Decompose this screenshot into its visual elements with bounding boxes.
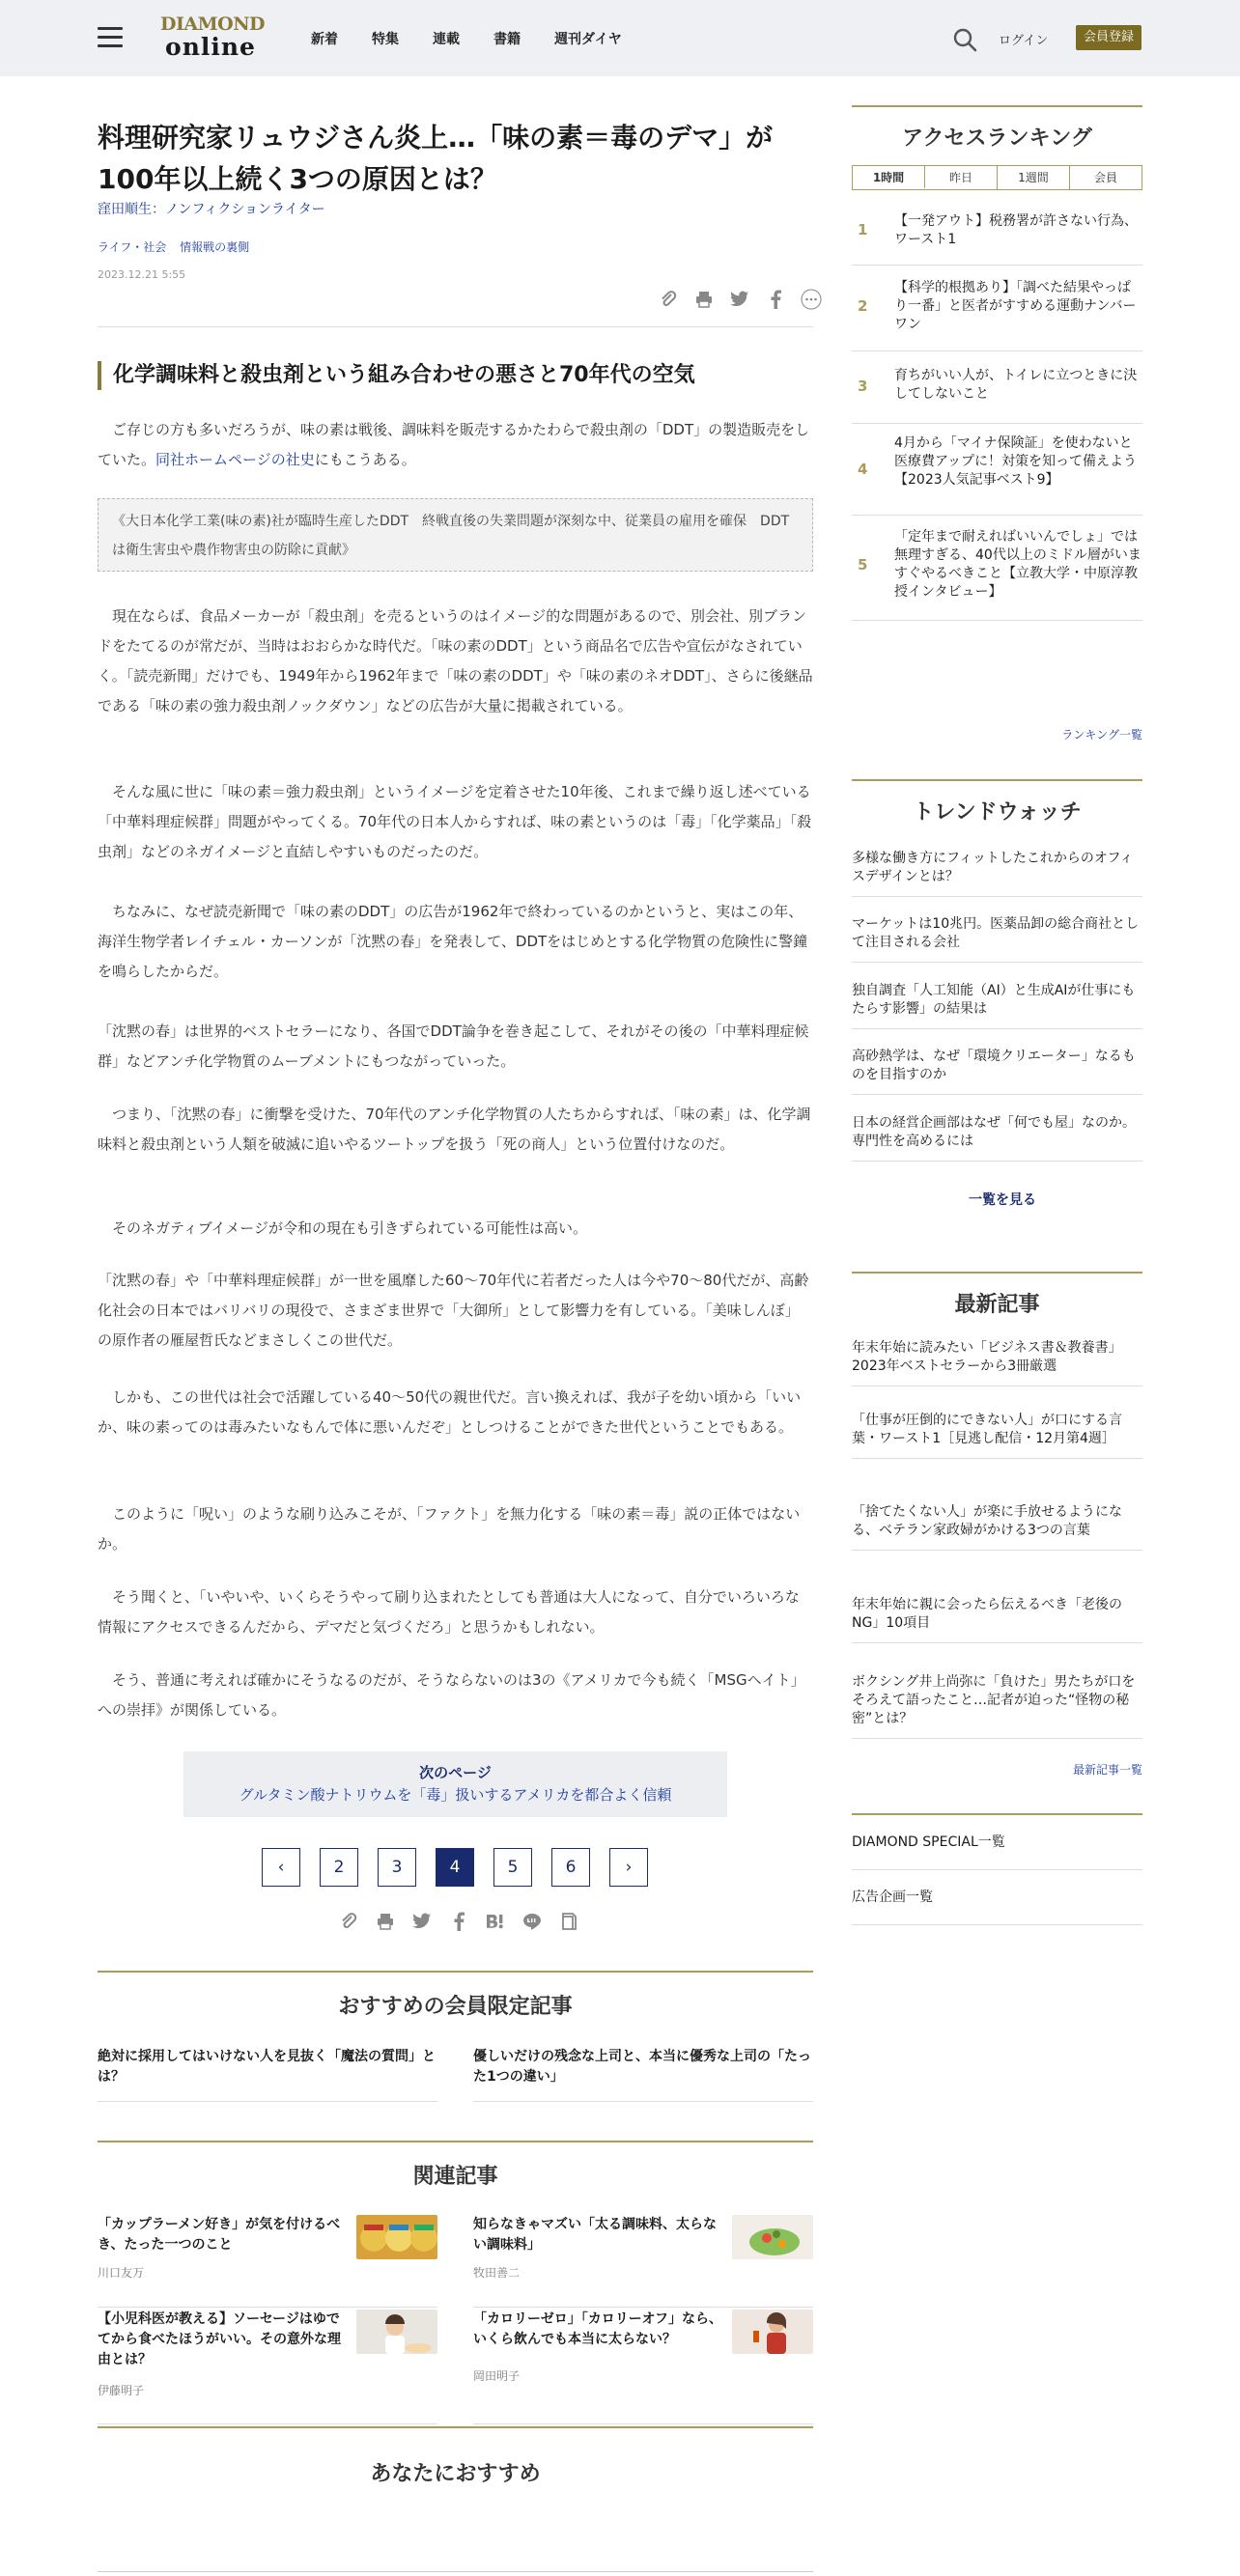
- ranking-text[interactable]: 【科学的根拠あり】「調べた結果やっぱり一番」と医者がすすめる運動ナンバーワン: [894, 280, 1137, 332]
- menu-icon[interactable]: [98, 27, 123, 48]
- tab-1week[interactable]: 1週間: [998, 166, 1070, 189]
- pocket-icon[interactable]: [558, 1911, 579, 1932]
- related-item[interactable]: [98, 2215, 437, 2308]
- article-paragraph: そのネガティブイメージが令和の現在も引きずられている可能性は高い。: [98, 1219, 588, 1237]
- login-link[interactable]: ログイン: [999, 34, 1049, 48]
- category-link[interactable]: 情報戦の裏側: [180, 240, 250, 254]
- nav-item-books[interactable]: 書籍: [493, 32, 521, 47]
- ranking-item[interactable]: [852, 266, 1142, 351]
- latest-item[interactable]: 「仕事が圧倒的にできない人」が口にする言葉・ワースト1［見逃し配信・12月第4週］: [852, 1412, 1142, 1459]
- logo-top-text: DIAMOND: [160, 14, 266, 35]
- related-title: 関連記事: [412, 2165, 498, 2189]
- member-recs-title: おすすめの会員限定記事: [338, 1995, 573, 2019]
- clip-icon[interactable]: [658, 289, 679, 310]
- ranking-number: 3: [858, 378, 868, 395]
- ranking-title: アクセスランキング: [902, 126, 1092, 151]
- divider: [98, 326, 813, 327]
- article-paragraph: 「沈黙の春」は世界的ベストセラーになり、各国でDDT論争を巻き起こして、それがその後の「中華料理症候群」などアンチ化学物質のムーブメントにもつながっていった。: [98, 1022, 809, 1070]
- ad-projects-link[interactable]: 広告企画一覧: [852, 1870, 1142, 1925]
- next-page-box[interactable]: [183, 1751, 727, 1817]
- article-categories: [98, 238, 259, 255]
- divider: [852, 105, 1142, 107]
- ramen-thumbnail[interactable]: [356, 2215, 437, 2259]
- diamond-special-link[interactable]: DIAMOND SPECIAL一覧: [852, 1815, 1142, 1870]
- page-button[interactable]: 3: [378, 1848, 416, 1887]
- divider: [852, 779, 1142, 781]
- divider: [98, 2571, 813, 2572]
- current-page-button[interactable]: 4: [436, 1848, 474, 1887]
- tab-yesterday[interactable]: 昨日: [925, 166, 998, 189]
- member-rec-item[interactable]: 絶対に採用してはいけない人を見抜く「魔法の質問」とは？: [98, 2047, 437, 2102]
- section-heading: 化学調味料と殺虫剤という組み合わせの悪さと70年代の空気: [98, 361, 813, 390]
- nav-item-features[interactable]: 特集: [372, 32, 399, 47]
- latest-item[interactable]: ボクシング井上尚弥に「負けた」男たちが口をそろえて語ったこと…記者が迫った“怪物の秘密”とは？: [852, 1673, 1142, 1739]
- article-paragraph: ちなみに、なぜ読売新聞で「味の素のDDT」の広告が1962年で終わっているのかというと、実はこの年、海洋生物学者レイチェル・カーソンが「沈黙の春」を発表して、DDTをはじめとする化学物質の危険性に警鐘を鳴らしたからだ。: [98, 903, 808, 980]
- article-paragraph: 「沈黙の春」や「中華料理症候群」が一世を風靡した60〜70年代に若者だった人は今や70〜80代だが、高齢化社会の日本ではバリバリの現役で、さまざま世界で「大御所」として影響力を有している。「美味しんぼ」の原作者の雁屋哲氏などまさしくこの世代だ。: [98, 1272, 809, 1349]
- latest-title: 最新記事: [954, 1293, 1040, 1317]
- trend-item[interactable]: 多様な働き方にフィットしたこれからのオフィスデザインとは？: [852, 850, 1142, 897]
- author-link[interactable]: 窪田順生：ノンフィクションライター: [98, 202, 325, 217]
- print-icon[interactable]: [375, 1911, 396, 1932]
- related-item[interactable]: [98, 2310, 437, 2424]
- article-paragraph: [98, 415, 813, 475]
- search-icon[interactable]: [952, 27, 977, 52]
- site-header: [0, 0, 1240, 76]
- for-you-title: あなたにおすすめ: [370, 2462, 541, 2486]
- prev-page-button[interactable]: ‹: [262, 1848, 300, 1887]
- ranking-number: 4: [858, 461, 868, 478]
- article-title: 料理研究家リュウジさん炎上…「味の素＝毒のデマ」が100年以上続く3つの原因とは？: [98, 122, 774, 195]
- main-nav: [311, 29, 656, 48]
- article-paragraph: そう聞くと、「いやいや、いくらそうやって刷り込まれたとしても普通は大人になって、自分でいろいろな情報にアクセスできるんだから、デマだと気づくだろ」と思うかもしれない。: [98, 1588, 800, 1636]
- related-item[interactable]: [473, 2215, 813, 2308]
- ranking-item[interactable]: [852, 200, 1142, 266]
- blockquote: 《大日本化学工業(味の素)社が臨時生産したDDT 終戦直後の失業問題が深刻な中、従業員の雇用を確保 DDTは衛生害虫や農作物害虫の防除に貢献》: [98, 498, 813, 572]
- divider: [852, 1272, 1142, 1274]
- latest-item[interactable]: 年末年始に読みたい「ビジネス書＆教養書」2023年ベストセラーから3冊厳選: [852, 1339, 1142, 1386]
- ranking-text[interactable]: 育ちがいい人が、トイレに立つときに決してしないこと: [894, 368, 1138, 402]
- related-item-title[interactable]: 「カップラーメン好き」が気を付けるべき、たった一つのこと: [98, 2217, 341, 2253]
- register-button[interactable]: 会員登録: [1076, 25, 1141, 50]
- divider: [98, 2426, 813, 2428]
- related-item-author: 岡田明子: [473, 2369, 521, 2383]
- paragraph-text: ご存じの方も多いだろうが、味の素は戦後、調味料を販売するかたわらで殺虫剤の「DDT」の製造販売をしていた。: [98, 421, 810, 468]
- trend-title: トレンドウォッチ: [913, 800, 1082, 825]
- twitter-icon[interactable]: [411, 1911, 433, 1932]
- trend-item[interactable]: 日本の経営企画部はなぜ「何でも屋」なのか。専門性を高めるには: [852, 1114, 1142, 1162]
- related-item-author: 伊藤明子: [98, 2384, 145, 2397]
- divider: [98, 2141, 813, 2142]
- tab-1hour[interactable]: 1時間: [853, 166, 925, 189]
- child-eating-thumbnail[interactable]: [356, 2310, 437, 2354]
- nav-item-new[interactable]: 新着: [311, 32, 338, 47]
- related-item-title[interactable]: 知らなきゃマズい「太る調味料、太らない調味料」: [473, 2217, 717, 2253]
- page-button[interactable]: 2: [320, 1848, 358, 1887]
- divider: [98, 1971, 813, 1973]
- trend-item[interactable]: 高砂熱学は、なぜ「環境クリエーター」なるものを目指すのか: [852, 1048, 1142, 1095]
- ranking-text[interactable]: 【一発アウト】税務署が許さない行為、ワースト1: [894, 213, 1138, 247]
- ranking-number: 1: [858, 221, 868, 238]
- ranking-item[interactable]: [852, 424, 1142, 516]
- article-paragraph: つまり、「沈黙の春」に衝撃を受けた、70年代のアンチ化学物質の人たちからすれば、「味の素」は、化学調味料と殺虫剤という人類を破滅に追いやるツートップを扱う「死の商人」という位置付けなのだ。: [98, 1106, 811, 1153]
- latest-item[interactable]: 「捨てたくない人」が楽に手放せるようになる、ベテラン家政婦がかける3つの言葉: [852, 1503, 1142, 1551]
- article-paragraph: しかも、この世代は社会で活躍している40〜50代の親世代だ。言い換えれば、我が子を幼い頃から「いいか、味の素ってのは毒みたいなもんで体に悪いんだぞ」としつけることができた世代ということでもある。: [98, 1388, 802, 1436]
- print-icon[interactable]: [693, 289, 715, 310]
- site-logo[interactable]: [160, 14, 266, 61]
- paragraph-text: にもこうある。: [314, 451, 416, 468]
- related-item-title[interactable]: 【小児科医が教える】ソーセージはゆでてから食べたほうがいい。その意外な理由とは？: [98, 2311, 341, 2367]
- related-item-author: 牧田善二: [473, 2266, 521, 2280]
- next-page-button[interactable]: ›: [609, 1848, 648, 1887]
- facebook-icon[interactable]: [765, 289, 786, 310]
- nav-item-weekly[interactable]: 週刊ダイヤ: [554, 32, 622, 47]
- ranking-text[interactable]: 「定年まで耐えればいいんでしょ」では無理すぎる、40代以上のミドル層がいますぐやるべきこと【立教大学・中原淳教授インタビュー】: [894, 529, 1141, 600]
- ranking-text[interactable]: 4月から「マイナ保険証」を使わないと医療費アップに！対策を知って備えよう【2023人気記事ベスト9】: [894, 435, 1138, 488]
- trend-item[interactable]: 独自調査「人工知能（AI）と生成AIが仕事にもたらす影響」の結果は: [852, 982, 1142, 1029]
- line-icon[interactable]: [521, 1911, 543, 1932]
- related-item-title[interactable]: 「カロリーゼロ」「カロリーオフ」なら、いくら飲んでも本当に太らない？: [473, 2311, 723, 2347]
- hatena-bookmark-icon[interactable]: [485, 1911, 506, 1932]
- share-buttons-top: [643, 289, 822, 310]
- company-history-link[interactable]: 同社ホームページの社史: [155, 451, 315, 468]
- latest-more-link[interactable]: 最新記事一覧: [1072, 1763, 1142, 1777]
- ranking-item[interactable]: [852, 516, 1142, 621]
- article-paragraph: そう、普通に考えれば確かにそうなるのだが、そうならないのは3の《アメリカで今も続く「MSGヘイト」への崇拝》が関係している。: [98, 1671, 805, 1719]
- ranking-tabs: [852, 165, 1142, 190]
- article-paragraph: このように「呪い」のような刷り込みこそが、「ファクト」を無力化する「味の素＝毒」説の正体ではないか。: [98, 1505, 801, 1553]
- tab-members[interactable]: 会員: [1093, 171, 1117, 184]
- ranking-number: 5: [858, 556, 868, 574]
- latest-item[interactable]: 年末年始に親に会ったら伝えるべき「老後のNG」10項目: [852, 1596, 1142, 1643]
- ranking-number: 2: [858, 297, 868, 315]
- nav-item-series[interactable]: 連載: [433, 32, 460, 47]
- ranking-item[interactable]: [852, 351, 1142, 424]
- facebook-icon[interactable]: [448, 1911, 469, 1932]
- pagination: [262, 1848, 667, 1887]
- ranking-more-link[interactable]: ランキング一覧: [1061, 728, 1142, 742]
- trend-item[interactable]: マーケットは10兆円。医薬品卸の総合商社として注目される会社: [852, 915, 1142, 963]
- related-item[interactable]: [473, 2310, 813, 2424]
- woman-drink-thumbnail[interactable]: [732, 2310, 813, 2354]
- next-page-title[interactable]: グルタミン酸ナトリウムを「毒」扱いするアメリカを都合よく信頼: [239, 1786, 672, 1804]
- trend-more-link[interactable]: 一覧を見る: [969, 1192, 1036, 1208]
- twitter-icon[interactable]: [729, 289, 750, 310]
- logo-bottom-text: online: [165, 33, 256, 61]
- publish-date: 2023.12.21 5:55: [98, 268, 186, 281]
- next-page-label: 次のページ: [419, 1764, 492, 1781]
- member-rec-item[interactable]: 優しいだけの残念な上司と、本当に優秀な上司の「たった1つの違い」: [473, 2047, 813, 2102]
- page-button[interactable]: 5: [493, 1848, 532, 1887]
- salad-thumbnail[interactable]: [732, 2215, 813, 2259]
- article-paragraph: 現在ならば、食品メーカーが「殺虫剤」を売るというのはイメージ的な問題があるので、別会社、別ブランドをたてるのが常だが、当時はおおらかな時代だ。「味の素のDDT」という商品名で広告や宣伝がなされていく。「読売新聞」だけでも、1949年から1962年まで「味の素のDDT」や「味の素のネオDDT」、さらに後継品である「味の素の強力殺虫剤ノックダウン」などの広告が大量に掲載されている。: [98, 607, 813, 714]
- article-paragraph: そんな風に世に「味の素＝強力殺虫剤」というイメージを定着させた10年後、これまで繰り返し述べている「中華料理症候群」問題がやってくる。70年代の日本人からすれば、味の素というのは「毒」「化学薬品」「殺虫剤」などのネガイメージと直結しやすいものだったのだ。: [98, 783, 812, 860]
- page-button[interactable]: 6: [551, 1848, 590, 1887]
- category-link[interactable]: ライフ・社会: [98, 240, 167, 254]
- related-item-author: 川口友万: [98, 2266, 145, 2280]
- clip-icon[interactable]: [338, 1911, 359, 1932]
- share-buttons-bottom: [338, 1911, 595, 1932]
- more-icon[interactable]: [801, 289, 822, 310]
